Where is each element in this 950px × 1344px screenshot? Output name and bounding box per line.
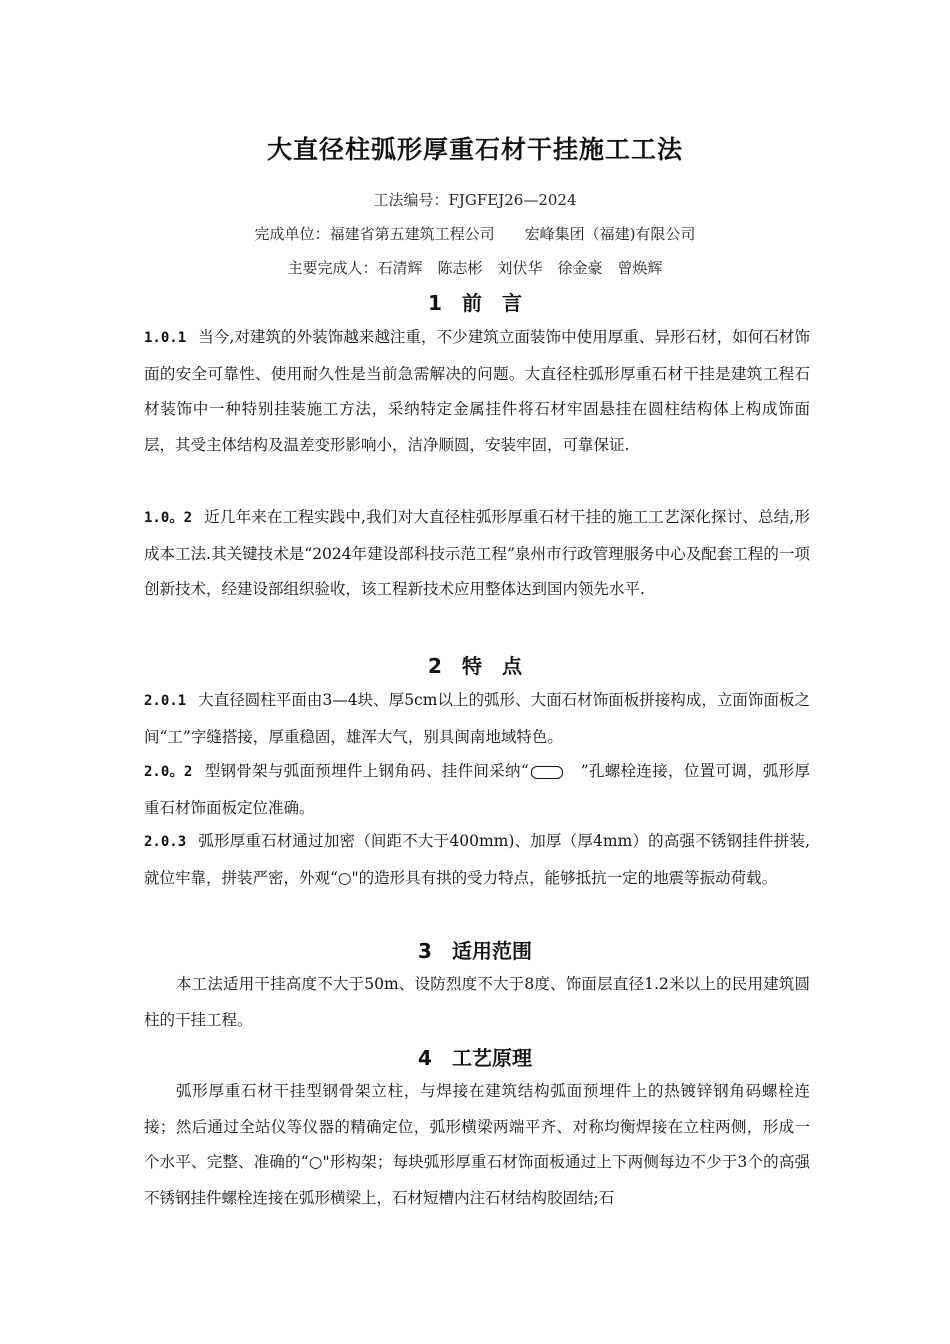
section-heading-features: 2 特 点 [428, 654, 522, 678]
clause-number: 2.0。2 [144, 764, 193, 780]
method-code: 工法编号：FJGFEJ26—2024 [373, 191, 577, 209]
paragraph-2-0-2 [144, 754, 810, 826]
authors-label: 主要完成人： [287, 259, 378, 277]
paragraph-2-0-1 [144, 683, 810, 755]
completing-units [0, 223, 950, 244]
section-heading-principle: 4 工艺原理 [418, 1046, 532, 1070]
clause-number: 2.0.3 [144, 834, 187, 850]
paragraph-principle: 弧形厚重石材干挂型钢骨架立柱，与焊接在建筑结构弧面预埋件上的热镀锌钢角码螺栓连接；然后通过全站仪等仪器的精确定位，弧形横梁两端平齐、对称均衡焊接在立柱两侧，形成一个水平、完整、准确的“○"形构架；每块弧形厚重石材饰面板通过上下两侧每边不少于3个的高强不锈钢挂件螺栓连接在弧形横梁上，石材短槽内注石材结构胶固结;石 [144, 1082, 810, 1207]
unit-2: 宏峰集团（福建)有限公司 [524, 225, 696, 243]
clause-text: 大直径圆柱平面由3—4块、厚5cm以上的弧形、大面石材饰面板拼接构成，立面饰面板之间“工”字缝搭接，厚重稳固，雄浑大气，别具闽南地域特色。 [144, 691, 810, 746]
clause-text-a: 型钢骨架与弧面预埋件上钢角码、挂件间采纳“ [204, 762, 529, 780]
paragraph-scope: 本工法适用干挂高度不大于50m、设防烈度不大于8度、饰面层直径1.2米以上的民用建筑圆柱的干挂工程。 [144, 975, 810, 1029]
clause-text: 近几年来在工程实践中,我们对大直径柱弧形厚重石材干挂的施工工艺深化探讨、总结,形成本工法.其关键技术是“2024年建设部科技示范工程”泉州市行政管理服务中心及配套工程的一项创新技术，经建设部组织验收，该工程新技术应用整体达到国内领先水平. [144, 508, 811, 599]
paragraph-1-0-1 [144, 320, 810, 463]
section-heading-preface: 1 前 言 [428, 291, 522, 315]
unit-label: 完成单位： [254, 225, 330, 243]
clause-number: 1.0。2 [144, 510, 193, 526]
clause-text: 弧形厚重石材通过加密（间距不大于400mm)、加厚（厚4mm）的高强不锈钢挂件拼装,就位牢靠，拼装严密，外观“○"的造形具有拱的受力特点，能够抵抗一定的地震等振动荷载。 [144, 832, 810, 887]
clause-number: 1.0.1 [144, 330, 187, 346]
main-authors [0, 257, 950, 278]
section-heading-scope: 3 适用范围 [418, 939, 532, 963]
slotted-hole-icon [531, 766, 563, 779]
clause-number: 2.0.1 [144, 693, 187, 709]
authors-list: 石清辉 陈志彬 刘伏华 徐金豪 曾焕辉 [377, 259, 663, 277]
unit-1: 福建省第五建筑工程公司 [329, 225, 495, 243]
clause-text: 当今,对建筑的外装饰越来越注重，不少建筑立面装饰中使用厚重、异形石材，如何石材饰面的安全可靠性、使用耐久性是当前急需解决的问题。大直径柱弧形厚重石材干挂是建筑工程石材装饰中一种特别挂装施工方法，采纳特定金属挂件将石材牢固悬挂在圆柱结构体上构成饰面层，其受主体结构及温差变形影响小，洁净顺圆，安装牢固，可靠保证. [144, 328, 810, 454]
clause-text-b: ”孔螺栓连接，位置可调，弧形厚重石材饰面板定位准确。 [144, 762, 810, 817]
document-title: 大直径柱弧形厚重石材干挂施工工法 [266, 135, 683, 164]
paragraph-1-0-2 [144, 500, 810, 608]
paragraph-2-0-3 [144, 824, 810, 896]
